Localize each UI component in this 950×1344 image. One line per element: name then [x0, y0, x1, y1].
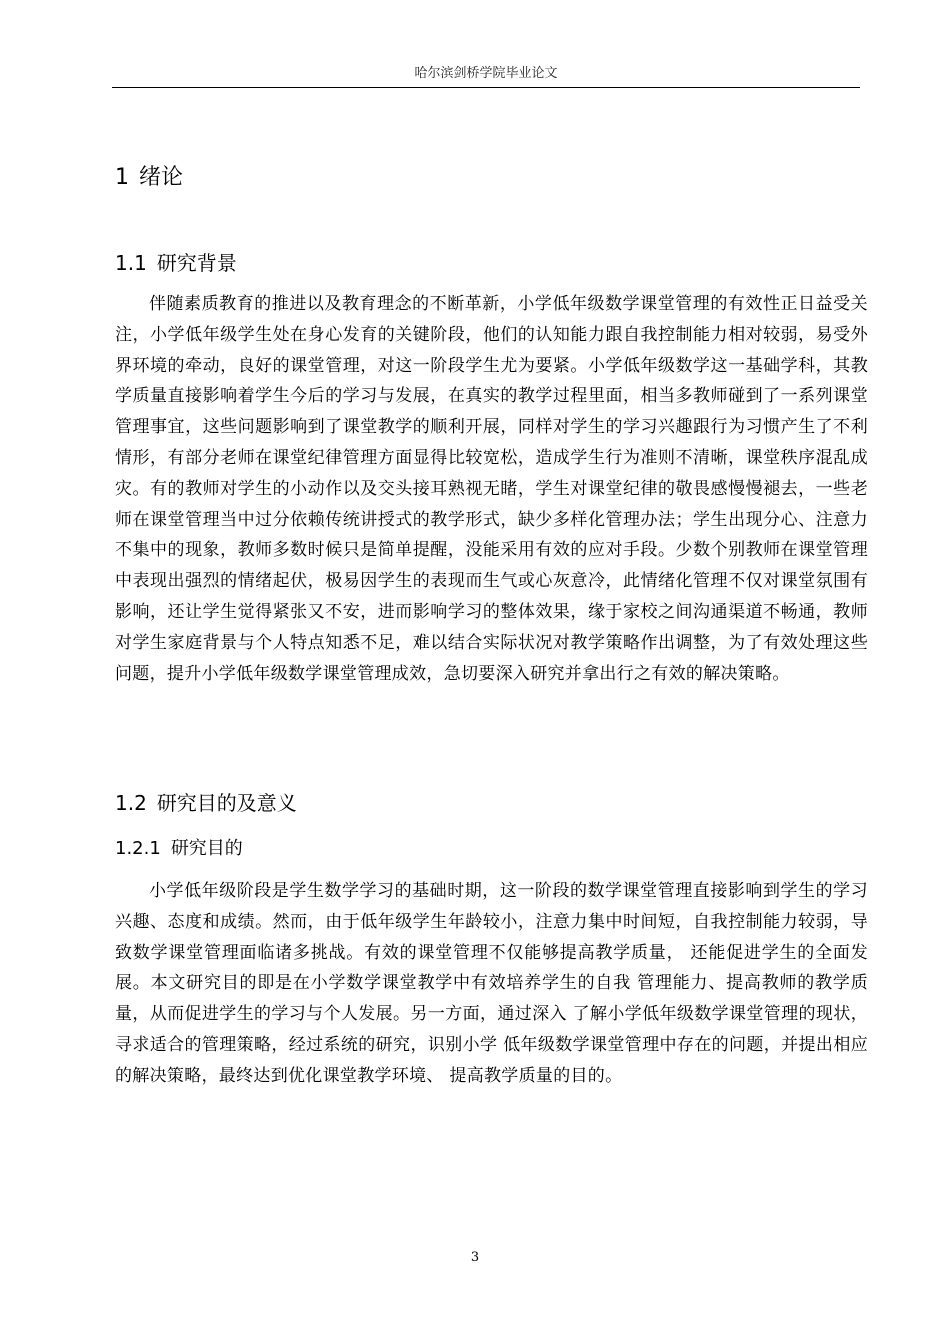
section-title: 研究背景: [156, 251, 237, 275]
section-number: 1.2: [115, 791, 147, 815]
chapter-heading: [115, 163, 183, 193]
subsection-heading-1-2-1: [115, 836, 243, 862]
header-rule: [112, 87, 860, 88]
section-title: 研究目的及意义: [156, 791, 297, 815]
running-header: 哈尔滨剑桥学院毕业论文: [414, 66, 558, 81]
section-number: 1.1: [115, 251, 147, 275]
subsection-title: 研究目的: [170, 838, 243, 859]
background-paragraph: 伴随素质教育的推进以及教育理念的不断革新，小学低年级数学课堂管理的有效性正日益受关注，小学低年级学生处在身心发育的关键阶段，他们的认知能力跟自我控制能力相对较弱，易受外界环境的牵动，良好的课堂管理，对这一阶段学生尤为要紧。小学低年级数学这一基础学科，其教学质量直接影响着学生今后的学习与发展，在真实的教学过程里面，相当多教师碰到了一系列课堂管理事宜，这些问题影响到了课堂教学的顺利开展，同样对学生的学习兴趣跟行为习惯产生了不利情形，有部分老师在课堂纪律管理方面显得比较宽松，造成学生行为准则不清晰，课堂秩序混乱成灾。有的教师对学生的小动作以及交头接耳熟视无睹，学生对课堂纪律的敬畏感慢慢褪去，一些老师在课堂管理当中过分依赖传统讲授式的教学形式，缺少多样化管理办法；学生出现分心、注意力不集中的现象，教师多数时候只是简单提醒，没能采用有效的应对手段。少数个别教师在课堂管理中表现出强烈的情绪起伏，极易因学生的表现而生气或心灰意冷，此情绪化管理不仅对课堂氛围有影响，还让学生觉得紧张又不安，进而影响学习的整体效果，缘于家校之间沟通渠道不畅通，教师对学生家庭背景与个人特点知悉不足，难以结合实际状况对教学策略作出调整，为了有效处理这些问题，提升小学低年级数学课堂管理成效，急切要深入研究并拿出行之有效的解决策略。: [115, 294, 868, 684]
section-heading-1-2: [115, 789, 297, 817]
purpose-paragraph: 小学低年级阶段是学生数学学习的基础时期，这一阶段的数学课堂管理直接影响到学生的学习兴趣、态度和成绩。然而，由于低年级学生年龄较小，注意力集中时间短，自我控制能力较弱，导致数学课堂管理面临诸多挑战。有效的课堂管理不仅能够提高教学质量， 还能促进学生的全面发展。本文研究目的即是在小学数学课堂教学中有效培养学生的自我 管理能力、提高教师的教学质量，从而促进学生的学习与个人发展。另一方面，通过深入 了解小学低年级数学课堂管理的现状，寻求适合的管理策略，经过系统的研究，识别小学 低年级数学课堂管理中存在的问题，并提出相应的解决策略，最终达到优化课堂教学环境、 提高教学质量的目的。: [115, 881, 868, 1086]
subsection-number: 1.2.1: [115, 838, 161, 859]
page-number: 3: [470, 1250, 480, 1265]
section-heading-1-1: [115, 249, 237, 277]
chapter-number: 1: [115, 165, 129, 190]
chapter-title: 绪论: [139, 165, 184, 190]
